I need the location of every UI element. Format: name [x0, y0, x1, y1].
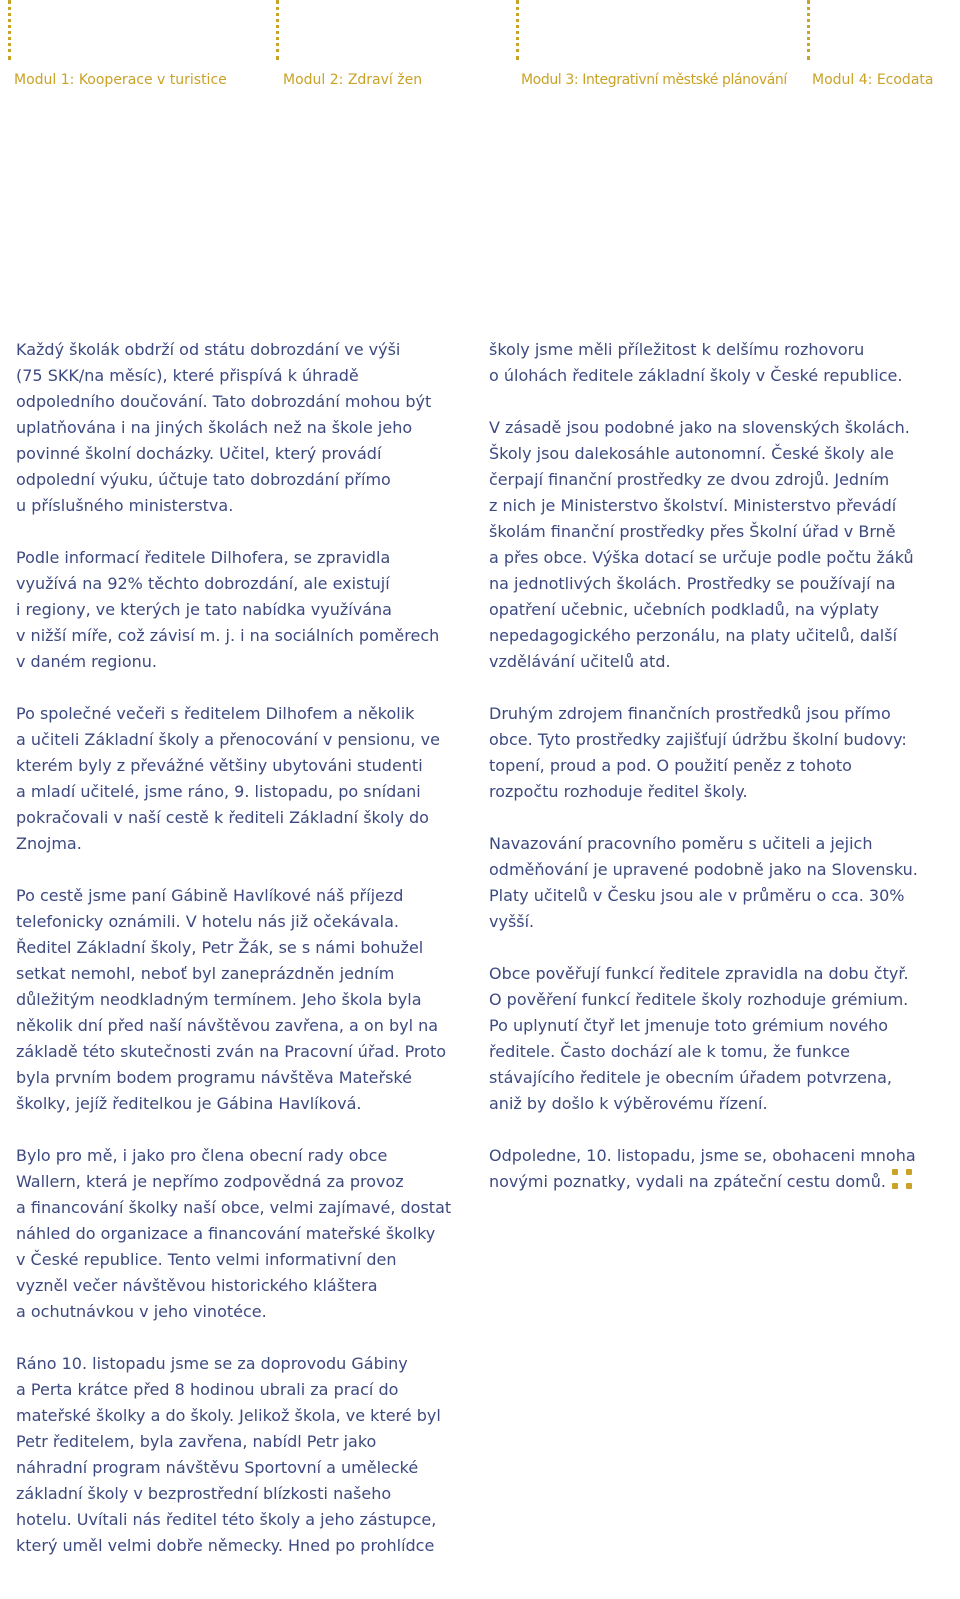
final-paragraph-text: Odpoledne, 10. listopadu, jsme se, obohaceni mnoha novými poznatky, vydali na zpáteční cestu domů. [489, 1146, 916, 1191]
paragraph-final [489, 1143, 949, 1195]
end-of-article-icon [892, 1169, 914, 1191]
paragraph: Každý školák obdrží od státu dobrozdání ve výši (75 SKK/na měsíc), které přispívá k úhradě odpoledního doučování. Tato dobrozdání mohou být uplatňována i na jiných školách než na škole jeho povinné školní docházky. Učitel, který provádí odpolední výuku, účtuje tato dobrozdání přímo u příslušného ministerstva. [16, 340, 432, 515]
module-tab-2[interactable]: Modul 2: Zdraví žen [283, 72, 423, 88]
right-text-column [489, 337, 949, 1221]
module-tab-1[interactable]: Modul 1: Kooperace v turistice [14, 72, 227, 88]
paragraph: Podle informací ředitele Dilhofera, se zpravidla využívá na 92% těchto dobrozdání, ale existují i regiony, ve kterých je tato nabídka využívána v nižší míře, což závisí m. j. i na sociálních poměrech v daném regionu. [16, 548, 440, 671]
module-separator [276, 0, 279, 60]
module-tab-3[interactable]: Modul 3: Integrativní městské plánování [521, 72, 787, 88]
left-text-column [16, 337, 476, 1585]
paragraph: Druhým zdrojem finančních prostředků jsou přímo obce. Tyto prostředky zajišťují údržbu školní budovy: topení, proud a pod. O použití peněz z tohoto rozpočtu rozhoduje ředitel školy. [489, 704, 907, 801]
module-separator [516, 0, 519, 60]
paragraph: školy jsme měli příležitost k delšímu rozhovoru o úlohách ředitele základní školy v České republice. [489, 340, 903, 385]
paragraph: V zásadě jsou podobné jako na slovenských školách. Školy jsou dalekosáhle autonomní. České školy ale čerpají finanční prostředky ze dvou zdrojů. Jedním z nich je Ministerstvo školství. Ministerstvo převádí školám finanční prostředky přes Školní úřad v Brně a přes obce. Výška dotací se určuje podle počtu žáků na jednotlivých školách. Prostředky se používají na opatření učebnic, učebních podkladů, na výplaty nepedagogického perzonálu, na platy učitelů, další vzdělávání učitelů atd. [489, 418, 914, 671]
paragraph: Po společné večeři s ředitelem Dilhofem a několik a učiteli Základní školy a přenocování v pensionu, ve kterém byly z převážné většiny ubytováni studenti a mladí učitelé, jsme ráno, 9. listopadu, po snídani pokračovali v naší cestě k řediteli Základní školy do Znojma. [16, 704, 440, 853]
module-separator [8, 0, 11, 60]
module-tab-4[interactable]: Modul 4: Ecodata [812, 72, 934, 88]
paragraph: Navazování pracovního poměru s učiteli a jejich odměňování je upravené podobně jako na Slovensku. Platy učitelů v Česku jsou ale v průměru o cca. 30% vyšší. [489, 834, 918, 931]
module-separator [807, 0, 810, 60]
paragraph: Ráno 10. listopadu jsme se za doprovodu Gábiny a Perta krátce před 8 hodinou ubrali za prací do mateřské školky a do školy. Jelikož škola, ve které byl Petr ředitelem, byla zavřena, nabídl Petr jako náhradní program návštěvu Sportovní a umělecké základní školy v bezprostřední blízkosti našeho hotelu. Uvítali nás ředitel této školy a jeho zástupce, který uměl velmi dobře německy. Hned po prohlídce [16, 1354, 441, 1555]
paragraph: Bylo pro mě, i jako pro člena obecní rady obce Wallern, která je nepřímo zodpovědná za provoz a financování školky naší obce, velmi zajímavé, dostat náhled do organizace a financování mateřské školky v České republice. Tento velmi informativní den vyzněl večer návštěvou historického kláštera a ochutnávkou v jeho vinotéce. [16, 1146, 452, 1321]
paragraph: Obce pověřují funkcí ředitele zpravidla na dobu čtyř. O pověření funkcí ředitele školy rozhoduje grémium. Po uplynutí čtyř let jmenuje toto grémium nového ředitele. Často dochází ale k tomu, že funkce stávajícího ředitele je obecním úřadem potvrzena, aniž by došlo k výběrovému řízení. [489, 964, 909, 1113]
paragraph: Po cestě jsme paní Gábině Havlíkové náš příjezd telefonicky oznámili. V hotelu nás již očekávala. Ředitel Základní školy, Petr Žák, se s námi bohužel setkat nemohl, neboť byl zaneprázdněn jedním důležitým neodkladným termínem. Jeho škola byla několik dní před naší návštěvou zavřena, a on byl na základě této skutečnosti zván na Pracovní úřad. Proto byla prvním bodem programu návštěva Mateřské školky, jejíž ředitelkou je Gábina Havlíková. [16, 886, 447, 1113]
